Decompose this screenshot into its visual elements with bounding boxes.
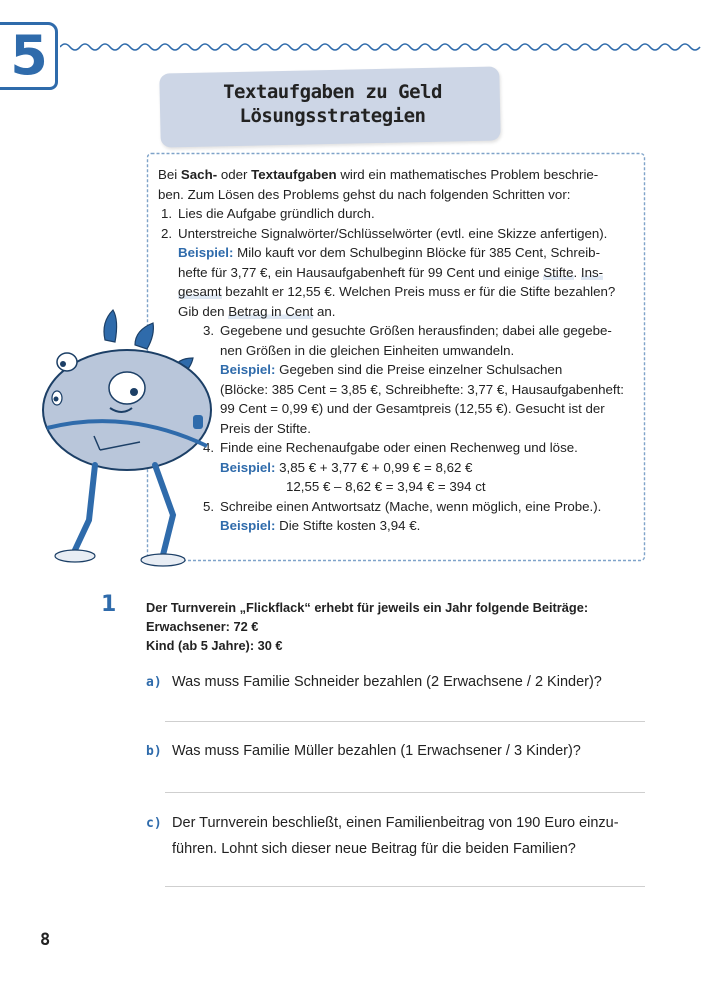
answer-line-a[interactable] (165, 721, 645, 722)
strategy-info-box (146, 152, 646, 562)
question-c: c) Der Turnverein beschließt, einen Familienbeitrag von 190 Euro einzu- führen. Lohnt sich dieser neue Beitrag für die beiden Familien? (146, 810, 619, 862)
question-b: b) Was muss Familie Müller bezahlen (1 Erwachsener / 3 Kinder)? (146, 738, 581, 765)
step-2: 2. Unterstreiche Signalwörter/Schlüsselwörter (evtl. eine Skizze anfertigen). Beispiel: Milo kauft vor dem Schulbeginn Blöcke für 385 Cent, Schreib- hefte für 3,77 €, ein Hausaufgabenheft für 99 Cent und einige Stifte. Ins- gesamt bezahlt er 12,55 €. Welchen Preis muss er für die Stifte bezahlen? Gib den Betrag in Cent an. (161, 225, 616, 319)
question-label: b) (146, 744, 162, 759)
example-label: Beispiel: (178, 245, 234, 260)
info-content (158, 165, 628, 536)
question-label: c) (146, 816, 162, 831)
step-1: 1. Lies die Aufgabe gründlich durch. (161, 206, 375, 221)
step-4: 4. Finde eine Rechenaufgabe oder einen Rechenweg und löse. Beispiel: 3,85 € + 3,77 € + 0,99 € = 8,62 € 12,55 € – 8,62 € = 3,94 € = 394 ct (200, 438, 628, 497)
question-a: a) Was muss Familie Schneider bezahlen (2 Erwachsene / 2 Kinder)? (146, 669, 602, 696)
title-line-2: Lösungsstrategien (239, 105, 426, 127)
example-label: Beispiel: (220, 459, 276, 475)
step-3: 3. Gegebene und gesuchte Größen herausfinden; dabei alle gegebe- nen Größen in die gleichen Einheiten umwandeln. Beispiel: Gegeben sind die Preise einzelner Schulsachen (Blöcke: 385 Cent = 3,85 €, Schreibhefte: 3,77 €, Hausaufgabenheft: 99 Cent = 0,99 €) und der Gesamtpreis (12,55 €). Gesucht ist der Preis der Stifte. (203, 323, 624, 436)
highlighted-keyword: Ins- (580, 264, 604, 280)
question-label: a) (146, 675, 162, 690)
chapter-badge (0, 22, 58, 90)
page-number: 8 (40, 930, 51, 950)
answer-line-b[interactable] (165, 792, 645, 793)
answer-line-c[interactable] (165, 886, 645, 887)
example-label: Beispiel: (220, 362, 276, 377)
highlighted-keyword: Betrag in Cent (228, 303, 314, 319)
page-title (160, 80, 505, 128)
title-line-1: Textaufgaben zu Geld (223, 81, 442, 103)
step-5: 5. Schreibe einen Antwortsatz (Mache, wenn möglich, eine Probe.). Beispiel: Die Stifte kosten 3,94 €. (203, 498, 602, 533)
monster-illustration (35, 300, 215, 570)
decorative-wavy-line (60, 40, 708, 54)
chapter-number: 5 (10, 24, 48, 87)
example-label: Beispiel: (220, 518, 276, 533)
highlighted-keyword: Stifte (543, 264, 574, 280)
exercise-intro: Der Turnverein „Flickflack“ erhebt für jeweils ein Jahr folgende Beiträge: Erwachsener: 72 € Kind (ab 5 Jahre): 30 € (146, 600, 589, 653)
exercise-number: 1 (101, 592, 117, 617)
calculation-line-2: 12,55 € – 8,62 € = 3,94 € = 394 ct (286, 479, 486, 494)
highlighted-keyword: gesamt (178, 284, 222, 299)
intro-paragraph: Bei Sach- oder Textaufgaben wird ein mathematisches Problem beschrie- ben. Zum Lösen des Problems gehst du nach folgenden Schritten vor: (158, 167, 599, 202)
